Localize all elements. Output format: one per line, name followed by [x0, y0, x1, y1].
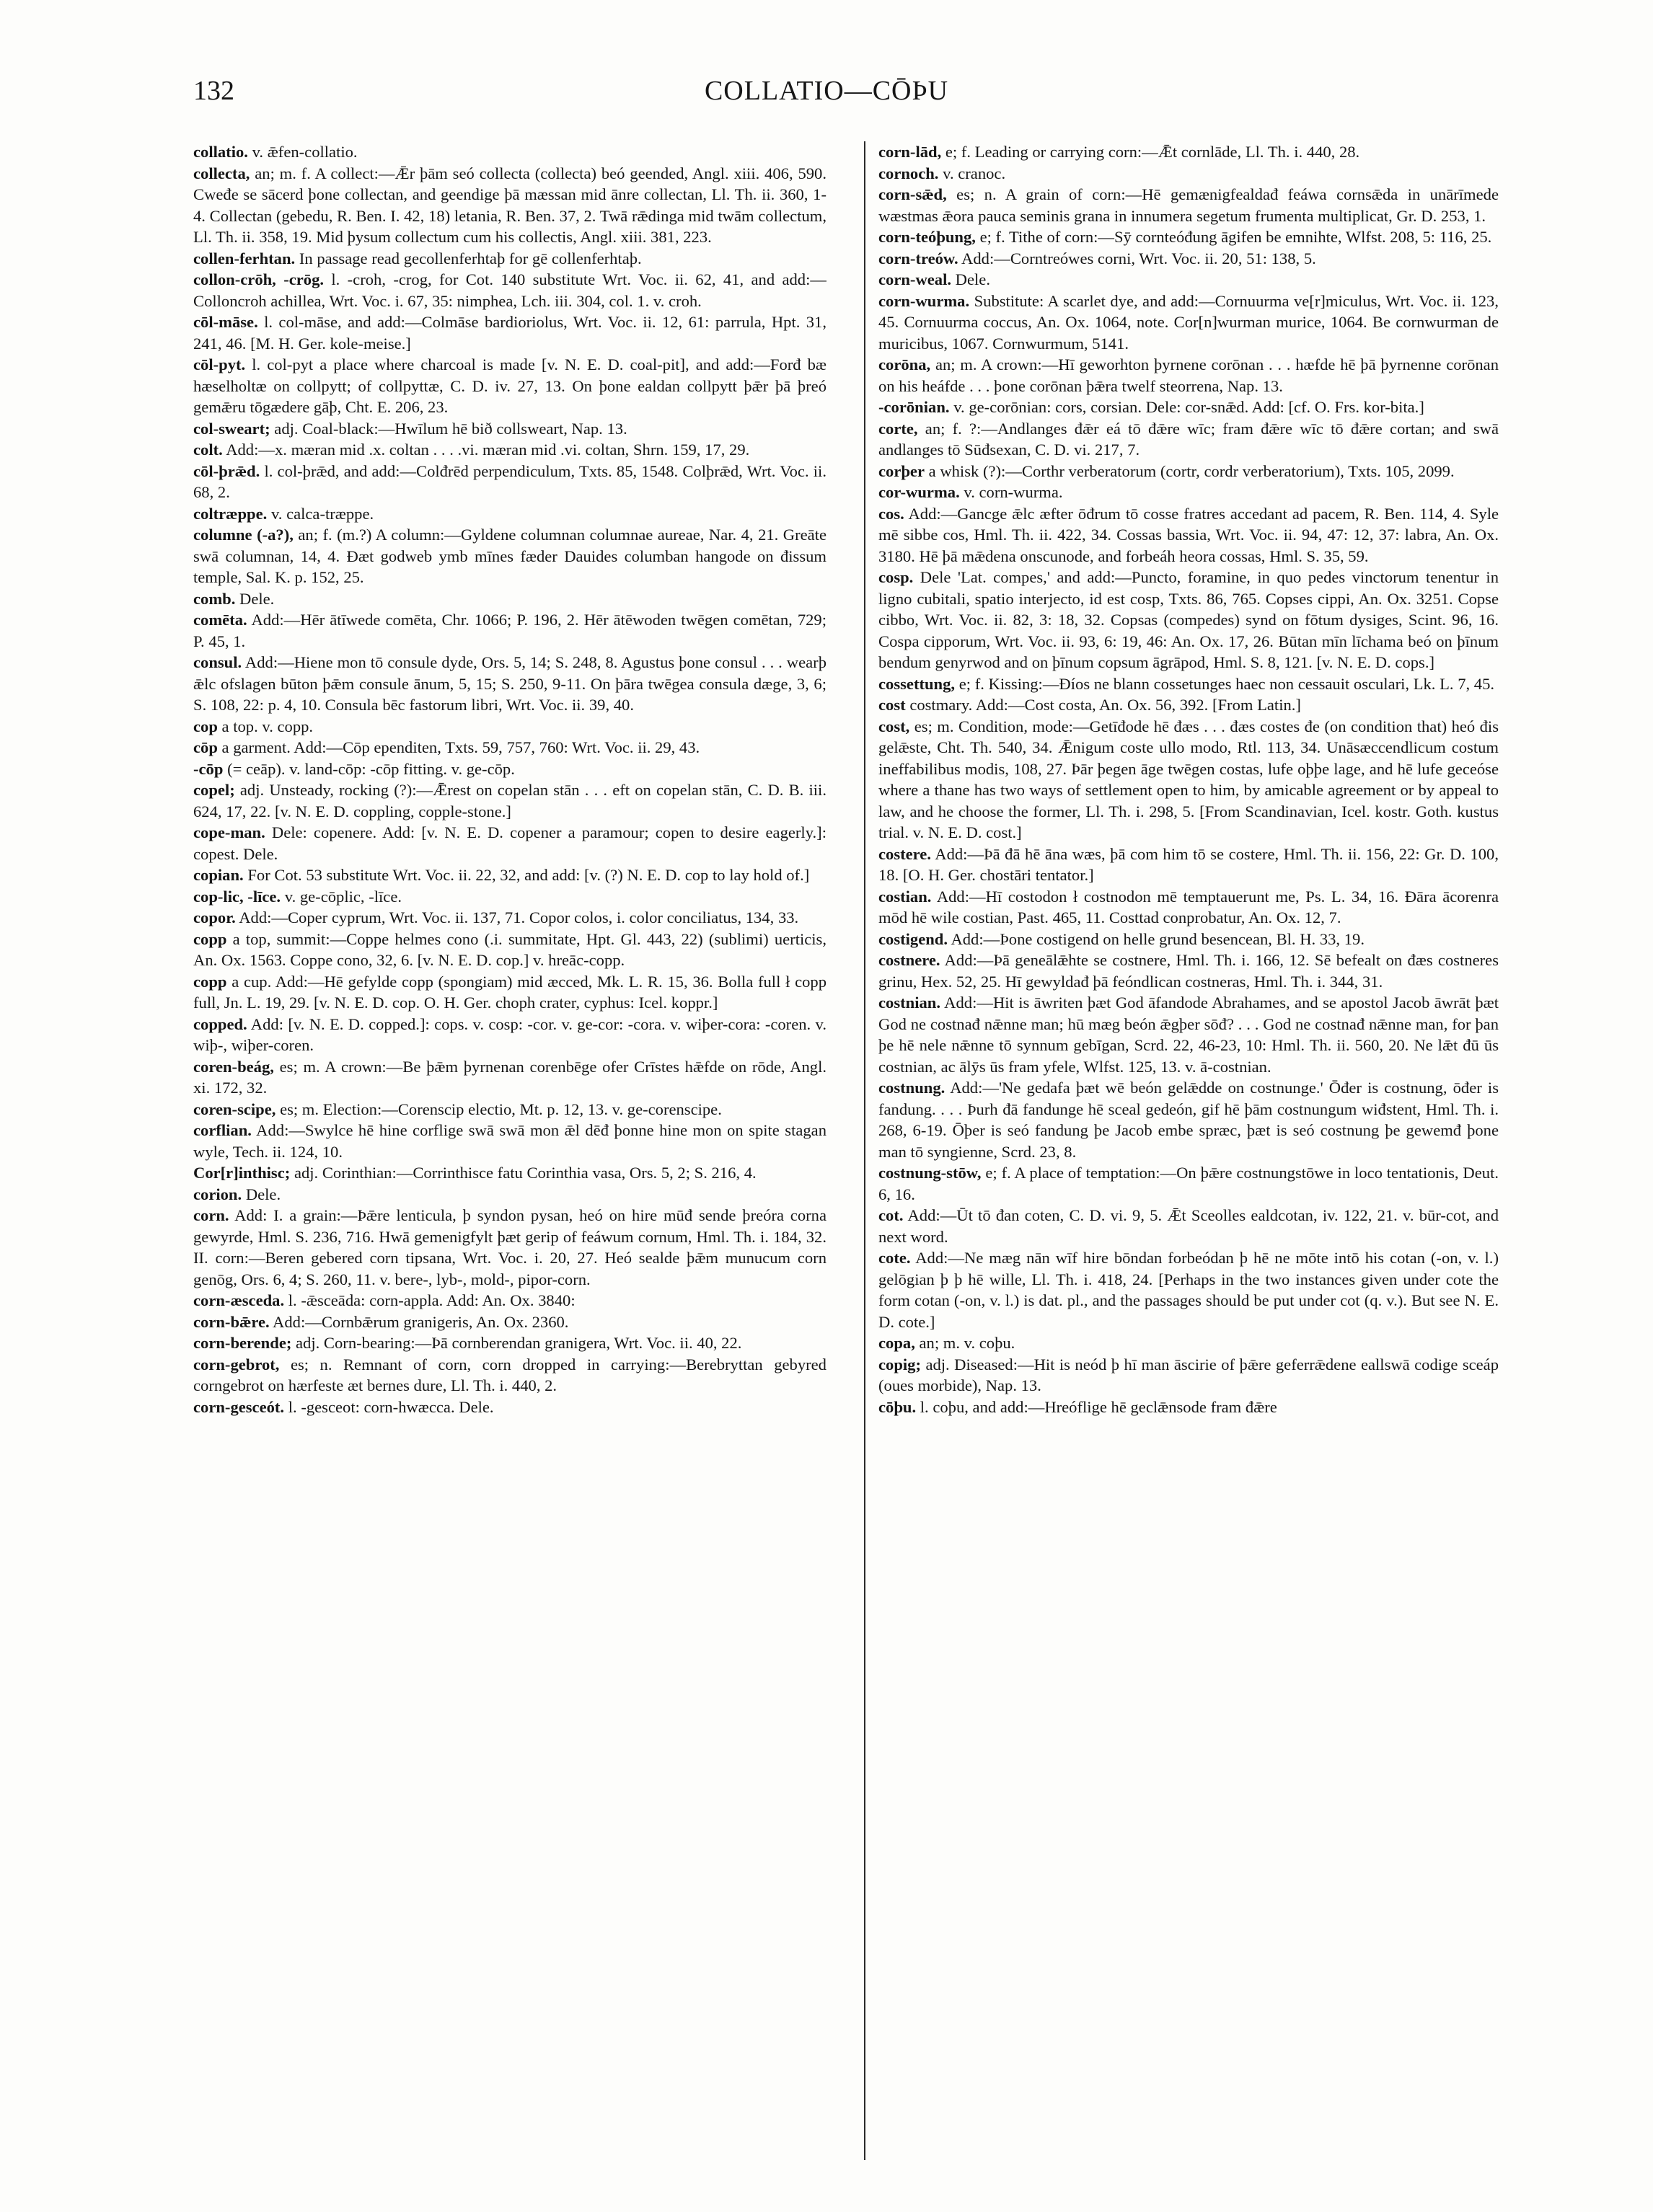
dictionary-entry — [878, 929, 1499, 950]
entry-text: an; m. A crown:—Hī geworhton þyrnene corōnan . . . hæfde hē þā þyrnenne corōnan on his heáfde . . . þone corōnan þǣra twelf steorrena, Nap. 13. — [878, 355, 1499, 395]
entry-text: v. ge-corōnian: cors, corsian. Dele: cor-snǣd. Add: [cf. O. Frs. kor-bita.] — [953, 398, 1424, 416]
entry-headword: col-sweart; — [193, 419, 270, 438]
entry-text: Add:—Hit is āwriten þæt God āfandode Abrahames, and se apostol Jacob āwrāt þæt God ne costnađ nǣnne man; hū mæg beón ǣgþer sōđ? . . . God ne costnađ nǣnne man, for þan þe hē nele nǣnne tō synnum gebīgan, Scrd. 22, 46-23, 10: Hml. Th. ii. 560, 20. Ne lǣt đū ūs costnian, ac ālȳs ūs fram yfele, Wlfst. 125, 13. v. ā-costnian. — [878, 994, 1499, 1076]
entry-text: a garment. Add:—Cōp ependiten, Txts. 59, 757, 760: Wrt. Voc. ii. 29, 43. — [221, 738, 700, 756]
entry-text: es; m. Election:—Corenscip electio, Mt. p. 12, 13. v. ge-corenscipe. — [280, 1100, 722, 1118]
dictionary-entry — [878, 141, 1499, 163]
entry-text: l. coþu, and add:—Hreóflige hē geclǣnsode fram đǣre — [920, 1397, 1277, 1416]
dictionary-entry — [193, 503, 827, 525]
dictionary-entry — [878, 397, 1499, 418]
dictionary-entry — [193, 1354, 827, 1397]
dictionary-entry — [193, 1311, 827, 1333]
entry-text: Add:—Gancge ǣlc æfter ōđrum tō cosse fratres accedant ad pacem, R. Ben. 114, 4. Syle mē sibbe cos, Hml. Th. ii. 422, 34. Cossas bassia, Wrt. Voc. ii. 94, 47: 12, 37: labra, An. Ox. 3180. Hē þā mǣdena onscunode, and forbeáh heora cossas, Hml. S. 35, 59. — [878, 504, 1499, 565]
entry-headword: Cor[r]inthisc; — [193, 1164, 291, 1182]
entry-headword: cosp. — [878, 568, 914, 586]
dictionary-entry — [193, 461, 827, 503]
entry-text: l. col-þrǣd, and add:—Colđrēd perpendiculum, Txts. 85, 1548. Colþrǣd, Wrt. Voc. ii. 68, 2. — [193, 461, 827, 501]
dictionary-entry — [193, 929, 827, 971]
dictionary-entry — [878, 673, 1499, 695]
entry-headword: columne (-a?), — [193, 526, 294, 544]
entry-text: Add:—Ne mæg nān wīf hire bōndan forbeódan þ hē ne mōte intō his cotan (-on, v. l.) gelōgian þ þ hē wille, Ll. Th. i. 418, 24. [Perhaps in the two instances given under cote the form cotan (-on, v. l.) is dat. pl., and the passages should be put under cot (q. v.). But see N. E. D. cote.] — [878, 1249, 1499, 1331]
entry-text: Add:—Cornbǣrum granigeris, An. Ox. 2360. — [273, 1312, 569, 1331]
dictionary-entry — [193, 1120, 827, 1162]
entry-text: adj. Unsteady, rocking (?):—Ǣrest on copelan stān . . . eft on copelan stān, C. D. B. iii. 624, 17, 22. [v. N. E. D. coppling, copple-stone.] — [193, 781, 827, 820]
entry-headword: cōþu. — [878, 1397, 917, 1416]
entry-headword: -cōp — [193, 759, 224, 778]
entry-text: an; m. f. A collect:—Ǣr þām seó collecta (collecta) beó geended, Angl. xiii. 406, 590. Cweđe se sācerd þone collectan, and geendige þā mæssan mid ānre collectan, Ll. Th. ii. 360, 1-4. Collectan (gebedu, R. Ben. I. 42, 18) letania, R. Ben. 37, 2. Twā rǣdinga mid twām collectum, Ll. Th. ii. 358, 19. Mid þysum collectum cum his collectis, Angl. xiii. 381, 223. — [193, 164, 827, 246]
page-number: 132 — [193, 76, 234, 106]
entry-headword: cop-lic, -līce. — [193, 887, 281, 906]
entry-text: v. cranoc. — [943, 164, 1006, 182]
dictionary-entry — [193, 971, 827, 1014]
entry-headword: corn-weal. — [878, 270, 952, 288]
entry-headword: cope-man. — [193, 823, 265, 841]
dictionary-entry — [193, 1332, 827, 1354]
entry-text: l. col-māse, and add:—Colmāse bardioriolus, Wrt. Voc. ii. 12, 61: parrula, Hpt. 31, 241, 46. [M. H. Ger. kole-meise.] — [193, 313, 827, 353]
entry-headword: costnere. — [878, 951, 940, 969]
entry-headword: costnung. — [878, 1079, 945, 1097]
entry-text: Add:—Corntreówes corni, Wrt. Voc. ii. 20, 51: 138, 5. — [961, 249, 1316, 267]
entry-headword: corn-berende; — [193, 1334, 292, 1352]
dictionary-entry — [193, 588, 827, 610]
dictionary-entry — [193, 1056, 827, 1099]
entry-text: Add:—x. mæran mid .x. coltan . . . .vi. mæran mid .vi. coltan, Shrn. 159, 17, 29. — [226, 441, 750, 459]
entry-headword: cor-wurma. — [878, 483, 960, 501]
entry-text: Add:—Coper cyprum, Wrt. Voc. ii. 137, 71. Copor colos, i. color conciliatus, 134, 33. — [239, 908, 799, 926]
dictionary-entry — [878, 992, 1499, 1077]
entry-headword: cop — [193, 717, 218, 735]
entry-text: costmary. Add:—Cost costa, An. Ox. 56, 392. [From Latin.] — [909, 696, 1301, 714]
dictionary-entry — [193, 163, 827, 248]
dictionary-entry — [878, 950, 1499, 992]
dictionary-entry — [193, 864, 827, 886]
dictionary-entry — [193, 269, 827, 311]
entry-headword: corn-lād, — [878, 143, 942, 161]
dictionary-entry — [193, 354, 827, 418]
entry-text: a top, summit:—Coppe helmes cono (.i. summitate, Hpt. Gl. 443, 22) (sublimi) uerticis, An. Ox. 1563. Coppe cono, 32, 6. [v. N. E. D. cop.] v. hreāc-copp. — [193, 929, 827, 969]
entry-text: Add:—'Ne gedafa þæt wē beón gelǣdde on costnunge.' Ōđer is costnung, ōđer is fandung. . . . Þurh đā fandunge hē sceal gedeón, gif hē þām costnungum wiđstent, Hml. Th. i. 268, 6-19. Ōþer is seó fandung þe Jacob embe spræc, þæt is seó costnung þe gewemđ þone man tō syngienne, Scrd. 23, 8. — [878, 1079, 1499, 1161]
entry-text: Add:—Þā đā hē āna wæs, þā com him tō se costere, Hml. Th. ii. 156, 22: Gr. D. 100, 18. [O. H. Ger. chostāri tentator.] — [878, 844, 1499, 884]
entry-headword: collon-crōh, -crōg. — [193, 270, 325, 288]
entry-headword: cossettung, — [878, 674, 956, 693]
dictionary-entry — [193, 311, 827, 354]
dictionary-entry — [878, 1077, 1499, 1162]
entry-text: an; f. (m.?) A column:—Gyldene columnan columnae aureae, Nar. 4, 21. Greāte swā columnan, 14, 4. Đæt godweb ymb mīnes fæder Dauides columban hangode on đissum temple, Sal. K. p. 152, 25. — [193, 526, 827, 586]
dictionary-entry — [878, 694, 1499, 716]
entry-headword: cōl-māse. — [193, 313, 258, 331]
entry-text: a cup. Add:—Hē gefylde copp (spongiam) mid æcced, Mk. L. R. 15, 36. Bolla full ł copp full, Jn. L. 19, 29. [v. N. E. D. cop. O. H. Ger. choph crater, cyphus: Icel. koppr.] — [193, 972, 827, 1012]
entry-headword: copped. — [193, 1014, 247, 1033]
dictionary-entry — [878, 1247, 1499, 1332]
entry-text: e; f. A place of temptation:—On þǣre costnungstōwe in loco tentationis, Deut. 6, 16. — [878, 1164, 1499, 1203]
dictionary-entry — [878, 503, 1499, 567]
entry-headword: corþer — [878, 461, 925, 480]
entry-headword: corn. — [193, 1206, 229, 1224]
entry-text: v. calca-træppe. — [270, 504, 374, 523]
page-header — [193, 75, 1460, 110]
entry-headword: corn-wurma. — [878, 291, 970, 310]
entry-text: Dele: copenere. Add: [v. N. E. D. copener a paramour; copen to desire eagerly.]: copest. Dele. — [193, 823, 827, 863]
right-column — [864, 141, 1499, 2160]
dictionary-entry — [878, 1397, 1499, 1418]
entry-headword: copp — [193, 972, 227, 991]
entry-text: Dele. — [955, 270, 990, 288]
entry-headword: corte, — [878, 419, 918, 438]
entry-text: Add: [v. N. E. D. copped.]: cops. v. cosp: -cor. v. ge-cor: -cora. v. wiþer-cora: -coren. v. wiþ-, wiþer-coren. — [193, 1014, 827, 1054]
entry-text: Add:—Swylce hē hine corflige swā swā mon ǣl dēđ þonne hine mon on spite stagan wyle, Tech. ii. 124, 10. — [193, 1121, 827, 1161]
dictionary-entry — [878, 1205, 1499, 1247]
entry-text: e; f. Tithe of corn:—Sȳ cornteóđung āgifen be emnihte, Wlfst. 208, 5: 116, 25. — [979, 228, 1492, 246]
entry-headword: corion. — [193, 1185, 242, 1203]
left-column — [193, 141, 827, 2160]
entry-headword: copor. — [193, 908, 236, 926]
entry-text: e; f. Leading or carrying corn:—Ǣt cornlāde, Ll. Th. i. 440, 28. — [945, 143, 1360, 161]
dictionary-entry — [193, 779, 827, 822]
entry-text: l. -gesceot: corn-hwæcca. Dele. — [288, 1397, 494, 1416]
dictionary-entry — [878, 248, 1499, 270]
entry-text: Substitute: A scarlet dye, and add:—Cornuurma ve[r]miculus, Wrt. Voc. ii. 123, 45. Cornuurma coccus, An. Ox. 1064, note. Cor[n]wurman murice, 1064. Be cornwurman de muricibus, 1067. Cornwurmum, 5141. — [878, 291, 1499, 353]
dictionary-entry — [193, 716, 827, 738]
entry-headword: cōl-pyt. — [193, 355, 246, 373]
entry-headword: coren-scipe, — [193, 1100, 276, 1118]
entry-headword: copian. — [193, 866, 244, 884]
entry-headword: cot. — [878, 1206, 904, 1224]
entry-headword: cost, — [878, 717, 910, 735]
dictionary-entry — [878, 482, 1499, 503]
entry-text: Add:—Hī costodon ł costnodon mē temptauerunt me, Ps. L. 34, 16. Đāra ācorenra mōd hē wile costian, Past. 465, 11. Costtad conprobatur, An. Ox. 12, 7. — [878, 887, 1499, 926]
entry-text: Dele 'Lat. compes,' and add:—Puncto, foramine, in quo pedes vinctorum tenentur in ligno cubitali, spatio interjecto, id est cosp, Txts. 86, 765. Copses cippi, An. Ox. 3251. Copse cibbo, Wrt. Voc. ii. 82, 3: 18, 32. Copsas (compedes) synd on fōtum dysiges, Scint. 96, 16. Cospa cipporum, Wrt. Voc. ii. 93, 6: 19, 46: An. Ox. 17, 26. Būtan mīn līchama beó on þīnum bendum genyrwod and on þīnum copsum āgrāpod, Hml. S. 8, 121. [v. N. E. D. cops.] — [878, 568, 1499, 671]
entry-headword: cornoch. — [878, 164, 939, 182]
dictionary-entry — [193, 737, 827, 758]
entry-text: v. ge-cōplic, -līce. — [284, 887, 402, 906]
dictionary-entry — [193, 248, 827, 270]
entry-headword: coltræppe. — [193, 504, 268, 523]
entry-text: adj. Corn-bearing:—Þā cornberendan granigera, Wrt. Voc. ii. 40, 22. — [296, 1334, 742, 1352]
dictionary-entry — [878, 886, 1499, 929]
dictionary-entry — [878, 163, 1499, 185]
entry-text: an; m. v. coþu. — [919, 1334, 1015, 1352]
entry-headword: corflian. — [193, 1121, 252, 1139]
entry-text: l. -ǣsceāda: corn-appla. Add: An. Ox. 3840: — [288, 1291, 576, 1309]
entry-text: es; m. Condition, mode:—Getīđode hē đæs . . . đæs costes đe (on condition that) heó đis gelǣste, Cht. Th. 540, 34. Ǣnigum coste ullo modo, Rtl. 113, 34. Unāsæccendlicum costum ineffabilibus modis, 108, 27. Þār þegen āge twēgen costas, lufe oþþe lage, and hē lufe geceóse where a thane has two ways of settlement open to him, by amicable agreement or by appeal to law, and he choose the former, Ll. Th. i. 298, 5. [From Scandinavian, Icel. kostr. Goth. kustus trial. v. N. E. D. cost.] — [878, 717, 1499, 841]
dictionary-entry — [878, 716, 1499, 844]
entry-headword: cōl-þrǣd. — [193, 461, 260, 480]
entry-text: Add:—Hēr ātīwede comēta, Chr. 1066; P. 196, 2. Hēr ātēwoden twēgen comētan, 729; P. 45, 1. — [193, 611, 827, 650]
dictionary-entry — [193, 1184, 827, 1205]
entry-headword: copp — [193, 929, 227, 948]
entry-headword: corōna, — [878, 355, 931, 373]
dictionary-entry — [193, 822, 827, 864]
dictionary-entry — [878, 418, 1499, 461]
dictionary-entry — [878, 567, 1499, 673]
entry-text: adj. Diseased:—Hit is neód þ hī man āscirie of þǣre geferrǣdene eallswā codige sceáp (oues morbide), Nap. 13. — [878, 1355, 1499, 1394]
entry-headword: comēta. — [193, 611, 247, 629]
entry-headword: comb. — [193, 589, 236, 608]
dictionary-entry — [193, 1397, 827, 1418]
entry-text: e; f. Kissing:—Đíos ne blann cossetunges haec non cessauit osculari, Lk. L. 7, 45. — [958, 674, 1495, 693]
entry-headword: collen-ferhtan. — [193, 249, 296, 267]
dictionary-entry — [878, 269, 1499, 291]
entry-headword: collatio. — [193, 143, 248, 161]
dictionary-entry — [193, 524, 827, 588]
entry-headword: consul. — [193, 653, 242, 671]
entry-headword: corn-gebrot, — [193, 1355, 280, 1373]
dictionary-entry — [193, 907, 827, 929]
entry-headword: copel; — [193, 781, 235, 799]
entry-headword: cōp — [193, 738, 218, 756]
entry-headword: costian. — [878, 887, 932, 906]
entry-text: Add: I. a grain:—Þǣre lenticula, þ syndon pysan, heó on hire mūđ sende þreóra corna gewyrde, Hml. S. 236, 716. Hwā gemenigfylt þæt gerip of feáwum cornum, Hml. Th. i. 184, 32. II. corn:—Beren gebered corn tipsana, Wrt. Voc. i. 20, 27. Heó sealde þǣm munucum corn genōg, Ors. 6, 4; S. 260, 11. v. bere-, lyb-, mold-, pipor-corn. — [193, 1206, 827, 1288]
entry-text: In passage read gecollenferhtaþ for gē collenferhtaþ. — [299, 249, 642, 267]
entry-headword: copig; — [878, 1355, 921, 1373]
entry-headword: coren-beág, — [193, 1057, 274, 1076]
entry-headword: costnung-stōw, — [878, 1164, 982, 1182]
entry-headword: corn-gesceót. — [193, 1397, 285, 1416]
dictionary-entry — [193, 1162, 827, 1184]
entry-headword: costnian. — [878, 994, 940, 1012]
entry-headword: cos. — [878, 504, 904, 523]
dictionary-entry — [193, 652, 827, 716]
dictionary-entry — [878, 226, 1499, 248]
dictionary-entry — [878, 354, 1499, 397]
entry-text: es; n. A grain of corn:—Hē gemænigfealdađ feáwa cornsǣda in unārīmede wæstmas ǣora pauca seminis grana in innumera segetum frumenta multiplicat, Gr. D. 253, 1. — [878, 185, 1499, 225]
entry-text: v. ǣfen-collatio. — [252, 143, 358, 161]
entry-headword: corn-treów. — [878, 249, 958, 267]
entry-headword: cost — [878, 696, 906, 714]
entry-text: Add:—Hiene mon tō consule dyde, Ors. 5, 14; S. 248, 8. Agustus þone consul . . . wearþ ǣlc ofslagen būton þǣm consule ānum, 5, 15; S. 250, 9-11. On þāra twēgea consula dæge, 3, 6; S. 108, 22: p. 4, 10. Consula bēc fastorum libri, Wrt. Voc. ii. 39, 40. — [193, 653, 827, 714]
entry-headword: corn-bǣre. — [193, 1312, 270, 1331]
entry-text: adj. Coal-black:—Hwīlum hē bið collsweart, Nap. 13. — [274, 419, 627, 438]
entry-text: es; m. A crown:—Be þǣm þyrnenan corenbēge ofer Crīstes hǣfde on rōde, Angl. xi. 172, 32. — [193, 1057, 827, 1097]
dictionary-entry — [878, 1162, 1499, 1205]
dictionary-entry — [193, 758, 827, 780]
running-head: COLLATIO—CŌÞU — [704, 76, 949, 106]
entry-headword: -corōnian. — [878, 398, 950, 416]
dictionary-entry — [878, 1332, 1499, 1354]
entry-headword: colt. — [193, 441, 223, 459]
entry-text: an; f. ?:—Andlanges đǣr eá tō đǣre wīc; fram đǣre wīc tō đǣre cortan; and swā andlanges tō Sūđsexan, C. D. vi. 217, 7. — [878, 419, 1499, 459]
entry-text: For Cot. 53 substitute Wrt. Voc. ii. 22, 32, and add: [v. (?) N. E. D. cop to lay hold of.] — [247, 866, 810, 884]
dictionary-entry — [878, 184, 1499, 226]
entry-text: a whisk (?):—Corthr verberatorum (cortr, cordr verberatorium), Txts. 105, 2099. — [928, 461, 1455, 480]
entry-headword: cote. — [878, 1249, 911, 1267]
entry-text: (= ceāp). v. land-cōp: -cōp fitting. v. ge-cōp. — [227, 759, 515, 778]
dictionary-entry — [878, 461, 1499, 482]
entry-text: a top. v. copp. — [221, 717, 314, 735]
dictionary-entry — [193, 439, 827, 461]
dictionary-entry — [193, 1099, 827, 1120]
dictionary-entry — [878, 291, 1499, 355]
entry-text: v. corn-wurma. — [964, 483, 1063, 501]
entry-headword: costere. — [878, 844, 931, 863]
entry-text: Add:—Ūt tō đan coten, C. D. vi. 9, 5. Ǣt Sceolles ealdcotan, iv. 122, 21. v. būr-cot, and next word. — [878, 1206, 1499, 1246]
entry-headword: corn-sǣd, — [878, 185, 947, 203]
dictionary-entry — [193, 886, 827, 908]
entry-text: l. -croh, -crog, for Cot. 140 substitute Wrt. Voc. ii. 62, 41, and add:—Colloncroh achillea, Wrt. Voc. i. 67, 35: nimphea, Lch. iii. 304, col. 1. v. croh. — [193, 270, 827, 310]
entry-text: es; n. Remnant of corn, corn dropped in carrying:—Berebryttan gebyred corngebrot on hærfeste æt bernes dure, Ll. Th. i. 440, 2. — [193, 1355, 827, 1394]
entry-text: Add:—Þā geneālǣhte se costnere, Hml. Th. i. 166, 12. Sē befealt on đæs costneres grinu, Hex. 52, 25. Hī gewyldađ þā feóndlican costneras, Hml. Th. i. 344, 31. — [878, 951, 1499, 991]
entry-headword: collecta, — [193, 164, 250, 182]
dictionary-entry — [193, 141, 827, 163]
entry-headword: corn-æsceda. — [193, 1291, 285, 1309]
entry-text: adj. Corinthian:—Corrinthisce fatu Corinthia vasa, Ors. 5, 2; S. 216, 4. — [294, 1164, 757, 1182]
dictionary-entry — [193, 1290, 827, 1311]
dictionary-entry — [878, 844, 1499, 886]
dictionary-entry — [878, 1354, 1499, 1397]
dictionary-entry — [193, 1014, 827, 1056]
dictionary-entry — [193, 1205, 827, 1290]
entry-headword: corn-teóþung, — [878, 228, 976, 246]
entry-headword: copa, — [878, 1334, 915, 1352]
entry-headword: costigend. — [878, 929, 948, 948]
entry-text: Dele. — [239, 589, 275, 608]
entry-text: Add:—Þone costigend on helle grund besencean, Bl. H. 33, 19. — [951, 929, 1365, 948]
text-columns — [193, 141, 1499, 2160]
dictionary-entry — [193, 418, 827, 440]
dictionary-entry — [193, 609, 827, 652]
entry-text: l. col-pyt a place where charcoal is made [v. N. E. D. coal-pit], and add:—Forđ bæ hæselholtæ on collpytt; of collpyttæ, C. D. iv. 27, 13. On þone ealdan collpytt þǣr þā þreó gemǣru tōgædere gāþ, Cht. E. 206, 23. — [193, 355, 827, 416]
entry-text: Dele. — [245, 1185, 281, 1203]
